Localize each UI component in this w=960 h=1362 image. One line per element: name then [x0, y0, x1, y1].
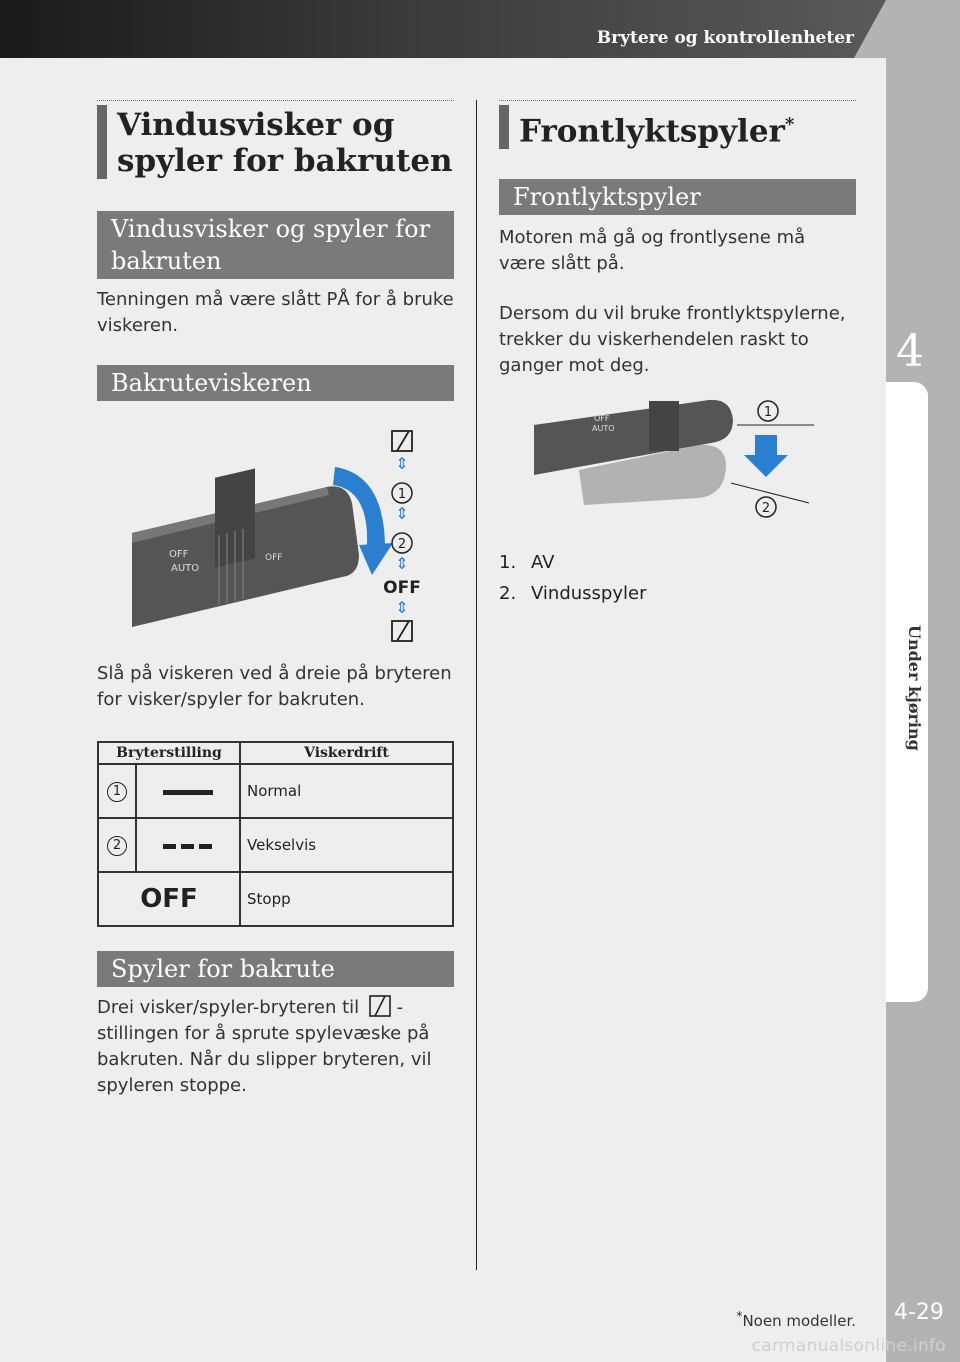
callout-1: 1: [397, 487, 407, 502]
mode-cell: Stopp: [240, 872, 453, 926]
washer-icon: [369, 995, 391, 1017]
legend-list: [499, 547, 856, 609]
callout-2: 2: [761, 501, 771, 517]
mode-cell: Normal: [240, 764, 453, 818]
table-row: [98, 872, 453, 926]
sub-heading-rear-wiper: Bakruteviskeren: [97, 365, 454, 401]
main-heading-block: [499, 100, 856, 149]
off-position-label: OFF: [383, 578, 421, 598]
washer-paragraph: [97, 995, 454, 1099]
svg-text:⇕: ⇕: [395, 504, 409, 523]
wiper-stalk-figure: [97, 415, 454, 655]
svg-text:OFF: OFF: [594, 414, 610, 424]
svg-text:OFF: OFF: [265, 553, 283, 563]
chapter-label: Under kjøring: [905, 625, 924, 751]
list-item: 1. AV: [499, 552, 555, 574]
callout-1: 1: [763, 405, 773, 421]
down-arrow-icon: [744, 435, 788, 477]
position-callout: 1: [107, 782, 127, 802]
footnote: *Noen modeller.: [736, 1308, 856, 1330]
dashed-line-icon: [163, 842, 213, 850]
table-header-mode: Viskerdrift: [240, 742, 453, 764]
watermark: carmanualsonline.info: [751, 1336, 946, 1356]
sub-heading-washer: Spyler for bakrute: [97, 951, 454, 987]
washer-icon: [392, 431, 412, 451]
stalk-auto-label: AUTO: [171, 563, 200, 574]
svg-text:⇕: ⇕: [395, 554, 409, 573]
position-callout: 2: [107, 836, 127, 856]
main-heading-block: [97, 100, 454, 179]
sub-heading-wiper: Vindusvisker og spyler for bakruten: [97, 211, 454, 279]
table-row: [98, 818, 453, 872]
main-heading: Vindusvisker og spyler for bakruten: [117, 107, 453, 179]
section-title: Brytere og kontrollenheter: [596, 28, 854, 48]
page-number: 4-29: [894, 1300, 944, 1325]
right-column: [499, 100, 856, 609]
rotate-paragraph: Slå på viskeren ved å dreie på bryteren for visker/spyler for bakruten.: [97, 663, 452, 710]
left-column: [97, 100, 454, 1099]
callout-2: 2: [397, 537, 407, 552]
washer-icon: [392, 621, 412, 641]
sub-heading-headlamp-washer: Frontlyktspyler: [499, 179, 856, 215]
list-item: 2. Vindusspyler: [499, 583, 647, 605]
switch-position-table: [97, 741, 454, 927]
pull-paragraph: Dersom du vil bruke frontlyktspylerne, trekker du viskerhendelen raskt to ganger mot deg.: [499, 303, 846, 377]
washer-text-b: -stillingen for å sprute spylevæske på bakruten. Når du slipper bryteren, vil spyleren stoppe.: [97, 997, 432, 1096]
position-off: OFF: [98, 872, 240, 926]
main-heading: Frontlyktspyler*: [519, 113, 795, 150]
svg-text:⇕: ⇕: [395, 598, 409, 617]
headlamp-stalk-figure: [499, 395, 856, 535]
header-bar: [0, 0, 886, 58]
solid-line-icon: [163, 788, 213, 796]
svg-text:AUTO: AUTO: [592, 424, 615, 434]
engine-paragraph: Motoren må gå og frontlysene må være slått på.: [499, 227, 806, 275]
washer-text-a: Drei visker/spyler-bryteren til: [97, 997, 360, 1018]
table-row: [98, 764, 453, 818]
table-header-position: Bryterstilling: [98, 742, 240, 764]
mode-cell: Vekselvis: [240, 818, 453, 872]
ignition-paragraph: Tenningen må være slått PÅ for å bruke viskeren.: [97, 289, 454, 336]
chapter-number: 4: [896, 326, 924, 377]
stalk-off-label: OFF: [169, 549, 189, 560]
svg-text:⇕: ⇕: [395, 454, 409, 473]
column-divider: [476, 100, 477, 1270]
